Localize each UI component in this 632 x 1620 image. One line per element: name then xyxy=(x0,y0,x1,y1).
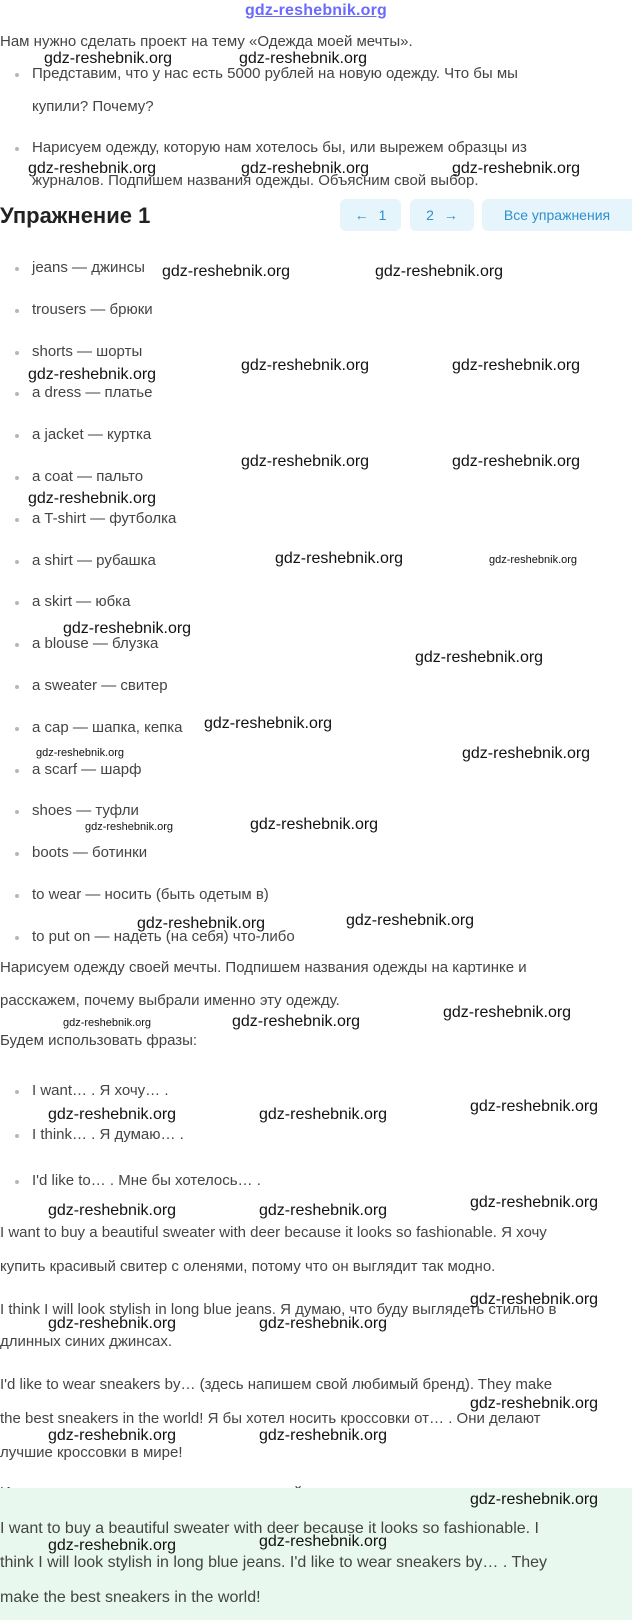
watermark-text: gdz-reshebnik.org xyxy=(28,366,157,383)
watermark-text: gdz-reshebnik.org xyxy=(489,554,578,566)
bullet xyxy=(15,769,19,773)
vocab-item: a skirt — юбка xyxy=(32,593,131,610)
vocab-item: jeans — джинсы xyxy=(32,259,145,276)
bullet xyxy=(15,852,19,856)
bullet xyxy=(15,147,19,151)
phrase-item: I want… . Я хочу… . xyxy=(32,1082,169,1099)
bullet xyxy=(15,476,19,480)
watermark-text: gdz-reshebnik.org xyxy=(259,1533,388,1550)
watermark-text: gdz-reshebnik.org xyxy=(241,160,370,177)
bullet xyxy=(15,518,19,522)
watermark-text: gdz-reshebnik.org xyxy=(470,1395,599,1412)
bullet xyxy=(15,936,19,940)
watermark-text: gdz-reshebnik.org xyxy=(443,1004,572,1021)
answer-line-3: make the best sneakers in the world! xyxy=(0,1589,261,1606)
watermark-text: gdz-reshebnik.org xyxy=(470,1491,599,1508)
bullet xyxy=(15,309,19,313)
watermark-text: gdz-reshebnik.org xyxy=(259,1106,388,1123)
vocab-item: a jacket — куртка xyxy=(32,426,152,443)
watermark-text: gdz-reshebnik.org xyxy=(452,160,581,177)
bullet xyxy=(15,810,19,814)
watermark-text: gdz-reshebnik.org xyxy=(250,816,379,833)
example-1-line-2: купить красивый свитер с оленями, потому что он выглядит так модно. xyxy=(0,1258,496,1275)
watermark-text: gdz-reshebnik.org xyxy=(462,745,591,762)
vocab-item: trousers — брюки xyxy=(32,301,153,318)
vocab-item: a blouse — блузка xyxy=(32,635,159,652)
bullet xyxy=(15,1090,19,1094)
watermark-text: gdz-reshebnik.org xyxy=(241,453,370,470)
watermark-text: gdz-reshebnik.org xyxy=(48,1537,177,1554)
phrase-item: I'd like to… . Мне бы хотелось… . xyxy=(32,1172,261,1189)
prev-exercise-button[interactable] xyxy=(340,199,401,231)
arrow-left-icon: ← xyxy=(354,207,369,223)
intro-item-1-line-2: купили? Почему? xyxy=(32,98,154,115)
watermark-text: gdz-reshebnik.org xyxy=(36,747,125,759)
phrase-item: I think… . Я думаю… . xyxy=(32,1126,184,1143)
watermark-text: gdz-reshebnik.org xyxy=(346,912,475,929)
example-3-line-3: лучшие кроссовки в мире! xyxy=(0,1444,183,1461)
bullet xyxy=(15,434,19,438)
watermark-text: gdz-reshebnik.org xyxy=(85,821,174,833)
watermark-text: gdz-reshebnik.org xyxy=(415,649,544,666)
bullet xyxy=(15,685,19,689)
intro-item-1-line-1: Представим, что у нас есть 5000 рублей на новую одежду. Что бы мы xyxy=(32,65,518,82)
vocab-item: a T-shirt — футболка xyxy=(32,510,177,527)
watermark-text: gdz-reshebnik.org xyxy=(28,490,157,507)
draw-text-line-1: Нарисуем одежду своей мечты. Подпишем названия одежды на картинке и xyxy=(0,959,527,976)
example-1-line-1: I want to buy a beautiful sweater with deer because it looks so fashionable. Я хочу xyxy=(0,1224,547,1241)
arrow-right-icon: → xyxy=(443,207,458,223)
intro-item-2-line-1: Нарисуем одежду, которую нам хотелось бы, или вырежем образцы из xyxy=(32,139,527,156)
draw-text-line-2: расскажем, почему выбрали именно эту одежду. xyxy=(0,992,340,1009)
vocab-item: shorts — шорты xyxy=(32,343,143,360)
bullet xyxy=(15,894,19,898)
watermark-text: gdz-reshebnik.org xyxy=(48,1315,177,1332)
watermark-text: gdz-reshebnik.org xyxy=(259,1202,388,1219)
watermark-text: gdz-reshebnik.org xyxy=(63,620,192,637)
answer-line-2: think I will look stylish in long blue jeans. I'd like to wear sneakers by… . They xyxy=(0,1554,548,1571)
bullet xyxy=(15,351,19,355)
watermark-text: gdz-reshebnik.org xyxy=(470,1194,599,1211)
watermark-text: gdz-reshebnik.org xyxy=(48,1427,177,1444)
watermark-text: gdz-reshebnik.org xyxy=(232,1013,361,1030)
watermark-text: gdz-reshebnik.org xyxy=(48,1202,177,1219)
example-2-line-1: I think I will look stylish in long blue jeans. Я думаю, что буду выглядеть стильно в xyxy=(0,1301,557,1318)
example-3-line-2: the best sneakers in the world! Я бы хотел носить кроссовки от… . Они делают xyxy=(0,1410,541,1427)
site-link[interactable]: gdz-reshebnik.org xyxy=(244,2,388,19)
watermark-text: gdz-reshebnik.org xyxy=(470,1291,599,1308)
watermark-text: gdz-reshebnik.org xyxy=(44,50,173,67)
watermark-text: gdz-reshebnik.org xyxy=(63,1017,152,1029)
exercise-title: Упражнение 1 xyxy=(0,203,151,228)
watermark-text: gdz-reshebnik.org xyxy=(239,50,368,67)
vocab-item: to wear — носить (быть одетым в) xyxy=(32,886,269,903)
watermark-text: gdz-reshebnik.org xyxy=(259,1315,388,1332)
phrases-intro: Будем использовать фразы: xyxy=(0,1032,198,1049)
watermark-text: gdz-reshebnik.org xyxy=(137,915,266,932)
bullet xyxy=(15,73,19,77)
vocab-item: a dress — платье xyxy=(32,384,153,401)
example-3-line-1: I'd like to wear sneakers by… (здесь напишем свой любимый бренд). They make xyxy=(0,1376,553,1393)
next-exercise-label: 2 xyxy=(426,207,434,223)
watermark-text: gdz-reshebnik.org xyxy=(470,1098,599,1115)
watermark-text: gdz-reshebnik.org xyxy=(204,715,333,732)
bullet xyxy=(15,560,19,564)
vocab-item: a sweater — свитер xyxy=(32,677,168,694)
watermark-text: gdz-reshebnik.org xyxy=(259,1427,388,1444)
bullet xyxy=(15,601,19,605)
vocab-item: a shirt — рубашка xyxy=(32,552,156,569)
intro-heading: Нам нужно сделать проект на тему «Одежда моей мечты». xyxy=(0,33,413,50)
watermark-text: gdz-reshebnik.org xyxy=(275,550,404,567)
bullet xyxy=(15,392,19,396)
vocab-item: boots — ботинки xyxy=(32,844,148,861)
vocab-item: a scarf — шарф xyxy=(32,761,142,778)
bullet xyxy=(15,1134,19,1138)
watermark-text: gdz-reshebnik.org xyxy=(375,263,504,280)
bullet xyxy=(15,643,19,647)
watermark-text: gdz-reshebnik.org xyxy=(48,1106,177,1123)
vocab-item: a cap — шапка, кепка xyxy=(32,719,183,736)
watermark-text: gdz-reshebnik.org xyxy=(28,160,157,177)
next-exercise-button[interactable] xyxy=(410,199,474,231)
bullet xyxy=(15,727,19,731)
vocab-item: a coat — пальто xyxy=(32,468,144,485)
watermark-text: gdz-reshebnik.org xyxy=(241,357,370,374)
watermark-text: gdz-reshebnik.org xyxy=(452,453,581,470)
vocab-item: to put on — надеть (на себя) что-либо xyxy=(32,928,295,945)
prev-exercise-label: 1 xyxy=(378,207,387,223)
all-exercises-button[interactable]: Все упражнения xyxy=(482,199,632,231)
answer-line-1: I want to buy a beautiful sweater with deer because it looks so fashionable. I xyxy=(0,1520,539,1537)
watermark-text: gdz-reshebnik.org xyxy=(452,357,581,374)
vocab-item: shoes — туфли xyxy=(32,802,139,819)
example-2-line-2: длинных синих джинсах. xyxy=(0,1333,173,1350)
bullet xyxy=(15,267,19,271)
intro-item-2-line-2: журналов. Подпишем названия одежды. Объясним свой выбор. xyxy=(32,172,479,189)
bullet xyxy=(15,1180,19,1184)
watermark-text: gdz-reshebnik.org xyxy=(162,263,291,280)
